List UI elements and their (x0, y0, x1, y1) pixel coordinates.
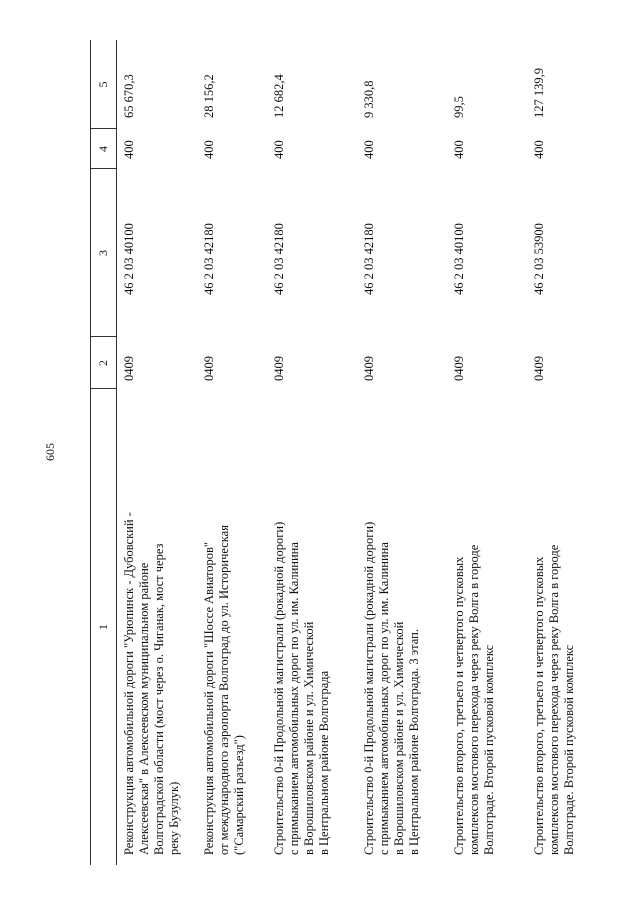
description-line: с примыканием автомобильных дорог по ул. им. Калинина (287, 542, 301, 855)
description-line: от международного аэропорта Волгоград до ул. Историческая (217, 525, 231, 855)
amount: 99,5 (452, 96, 466, 118)
target-article: 46 2 03 40100 (122, 223, 136, 295)
description-line: в Центральном районе Волгограда. 3 этап. (407, 629, 421, 855)
row-description (272, 395, 332, 855)
page-number: 605 (43, 443, 57, 461)
description-line: реку Бузулук) (167, 781, 181, 855)
section-code: 0409 (452, 356, 466, 381)
col-header-5: 5 (96, 81, 110, 88)
description-line: Волгограде. Второй пусковой комплекс (482, 644, 496, 855)
table-top-border (90, 40, 91, 865)
description-line: Реконструкция автомобильной дороги "Шоссе Авиаторов" (202, 541, 216, 855)
row-description (452, 395, 497, 855)
expense-type: 400 (122, 140, 136, 159)
col-header-1: 1 (96, 624, 110, 630)
row-description (362, 395, 422, 855)
section-code: 0409 (202, 356, 216, 381)
row-description (202, 395, 247, 855)
section-code: 0409 (362, 356, 376, 381)
amount: 9 330,8 (362, 80, 376, 118)
section-code: 0409 (272, 356, 286, 381)
amount: 12 682,4 (272, 74, 286, 118)
description-line: Волгоградской области (мост через о. Чиганак, мост через (152, 543, 166, 855)
amount: 127 139,9 (532, 68, 546, 118)
description-line: с примыканием автомобильных дорог по ул. им. Калинина (377, 542, 391, 855)
target-article: 46 2 03 42180 (362, 223, 376, 295)
target-article: 46 2 03 40100 (452, 223, 466, 295)
col-header-3: 3 (96, 250, 110, 256)
description-line: в Ворошиловском районе и ул. Химической (392, 621, 406, 855)
description-line: Строительство 0-й Продольной магистрали (рокадной дороги) (362, 521, 376, 855)
description-line: Алексеевская" в Алексеевском муниципальном районе (137, 562, 151, 855)
budget-table (90, 40, 598, 865)
section-code: 0409 (532, 356, 546, 381)
col-header-2: 2 (96, 360, 110, 366)
expense-type: 400 (272, 140, 286, 159)
target-article: 46 2 03 42180 (272, 223, 286, 295)
row-description (122, 395, 182, 855)
description-line: ("Самарский разъезд") (232, 735, 246, 855)
description-line: комплексов мостового перехода через реку Волга в городе (547, 544, 561, 855)
description-line: Реконструкция автомобильной дороги "Урюпинск - Дубовский - (122, 512, 136, 855)
description-line: Строительство второго, третьего и четвертого пусковых (532, 556, 546, 855)
description-line: Волгограде. Второй пусковой комплекс (562, 644, 576, 855)
expense-type: 400 (452, 140, 466, 159)
row-description (532, 395, 577, 855)
col-header-4: 4 (96, 146, 110, 152)
description-line: в Ворошиловском районе и ул. Химической (302, 621, 316, 855)
amount: 65 670,3 (122, 74, 136, 118)
expense-type: 400 (362, 140, 376, 159)
expense-type: 400 (202, 140, 216, 159)
target-article: 46 2 03 42180 (202, 223, 216, 295)
section-code: 0409 (122, 356, 136, 381)
target-article: 46 2 03 53900 (532, 223, 546, 295)
description-line: комплексов мостового перехода через реку Волга в городе (467, 544, 481, 855)
description-line: Строительство второго, третьего и четвертого пусковых (452, 556, 466, 855)
description-line: в Центральном районе Волгограда (317, 670, 331, 855)
expense-type: 400 (532, 140, 546, 159)
description-line: Строительство 0-й Продольной магистрали (рокадной дороги) (272, 521, 286, 855)
amount: 28 156,2 (202, 74, 216, 118)
header-bottom-border (116, 40, 117, 865)
